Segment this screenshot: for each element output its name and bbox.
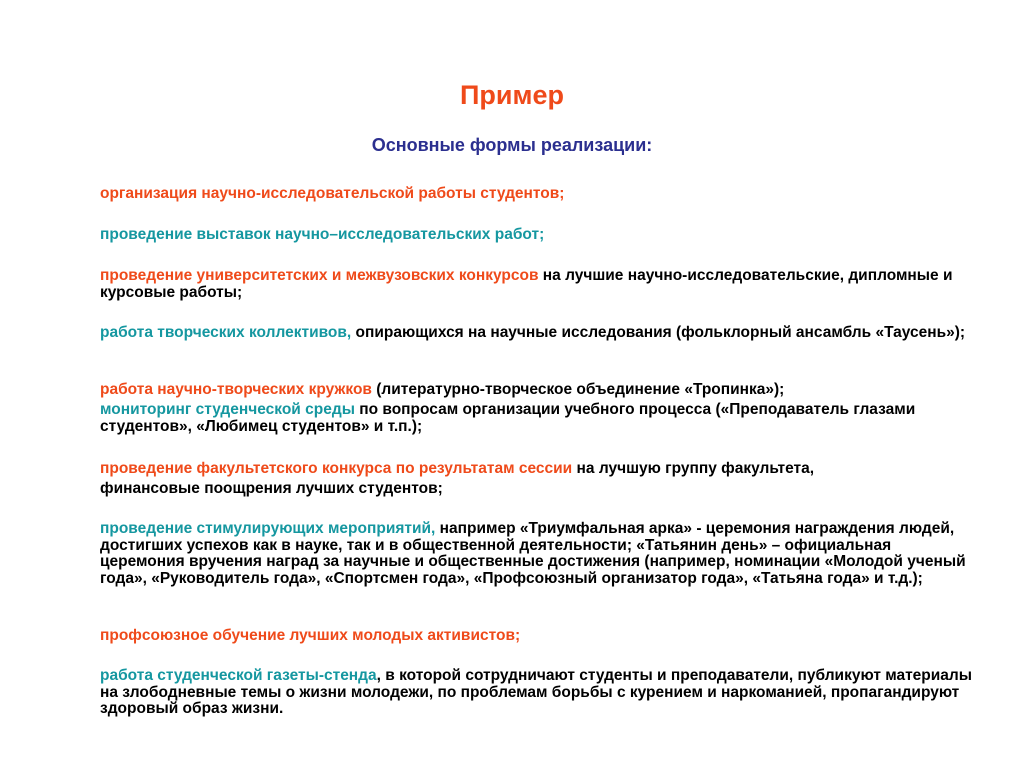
item-text: опирающихся на научные исследования (фольклорный ансамбль «Таусень»); — [351, 324, 966, 341]
item-highlight: работа творческих коллективов, — [100, 324, 352, 341]
item-highlight: проведение университетских и межвузовских конкурсов — [100, 267, 539, 284]
item-highlight: работа научно-творческих кружков — [100, 381, 372, 398]
list-item-financial-rewards — [100, 481, 980, 498]
item-highlight: проведение стимулирующих мероприятий, — [100, 520, 436, 537]
list-item-creative-teams — [100, 325, 980, 342]
item-text: например «Триумфальная арка» - церемония награждения людей, достигших успехов как в науке, так и в общественной деятельности; «Татьянин день» – официальная церемония вручения наград за научные и общественные достижения (например, номинации «Молодой ученый года», «Руководитель года», «Спортсмен года», «Профсоюзный организатор года», «Татьяна года» и т.д.); — [100, 520, 966, 587]
slide-title: Пример — [460, 80, 564, 110]
item-highlight: мониторинг студенческой среды — [100, 401, 355, 418]
list-item-exhibitions — [100, 227, 980, 244]
list-item-wall-newspaper — [100, 668, 980, 718]
list-item-contests — [100, 268, 980, 301]
item-highlight: профсоюзное обучение лучших молодых активистов; — [100, 627, 521, 644]
item-text: на лучшую группу факультета, — [572, 460, 815, 477]
list-item-monitoring — [100, 402, 980, 435]
item-text: (литературно-творческое объединение «Тропинка»); — [371, 381, 785, 398]
item-highlight: организация научно-исследовательской работы студентов — [100, 185, 560, 202]
item-text: по вопросам организации учебного процесса («Преподаватель глазами студентов», «Любимец студентов» и т.п.); — [100, 401, 916, 435]
list-item-stimulating-events — [100, 521, 980, 587]
item-text: , в которой сотрудничают студенты и преподаватели, публикуют материалы на злободневные темы о жизни молодежи, по проблемам борьбы с курением и наркоманией, пропагандируют здоровый образ жизни. — [100, 667, 973, 717]
item-text: ; — [559, 185, 565, 202]
item-highlight: работа студенческой газеты-стенда — [100, 667, 377, 684]
item-text: на лучшие научно-исследовательские, дипломные и курсовые работы; — [100, 267, 953, 301]
item-text: финансовые поощрения лучших студентов; — [100, 480, 443, 497]
list-item-research-organization — [100, 186, 980, 203]
item-highlight: проведение выставок научно–исследовательских работ; — [100, 226, 545, 243]
slide-subtitle: Основные формы реализации: — [371, 135, 653, 155]
list-item-faculty-contest — [100, 461, 980, 478]
item-highlight: проведение факультетского конкурса по результатам сессии — [100, 460, 573, 477]
list-item-union-training — [100, 628, 980, 645]
list-item-circles — [100, 382, 980, 399]
